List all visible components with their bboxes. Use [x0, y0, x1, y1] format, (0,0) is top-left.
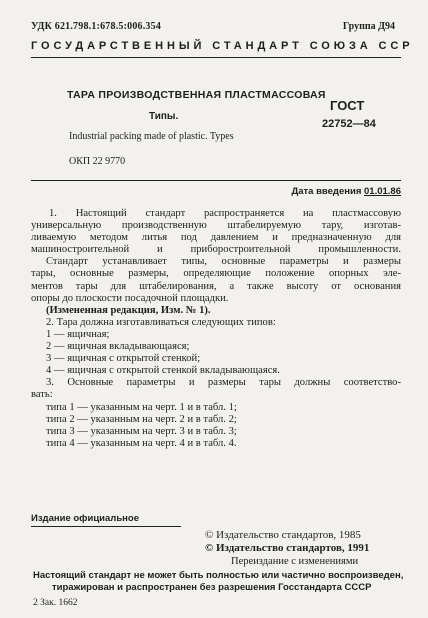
p2-line-3: ментов тары для штабелирования, а также высоту от основания	[31, 280, 401, 292]
ref-item-2: типа 2 — указанным на черт. 2 и в табл. 2;	[46, 413, 237, 425]
header-rule	[31, 57, 401, 58]
official-edition-label: Издание официальное	[31, 513, 139, 524]
p2-line-4: опоры до плоскости посадочной площадки.	[31, 292, 229, 304]
copyright-1991: © Издательство стандартов, 1991	[205, 542, 370, 554]
p4-line-2: вать:	[31, 389, 53, 401]
gost-number: 22752—84	[322, 118, 376, 130]
standard-banner: ГОСУДАРСТВЕННЫЙ СТАНДАРТ СОЮЗА ССР	[31, 40, 414, 52]
p3-line: 2. Тара должна изготавливаться следующих типов:	[46, 316, 276, 328]
p4-line-1: 3. Основные параметры и размеры тары должны соответство-	[46, 377, 401, 389]
intro-date-value: 01.01.86	[364, 186, 401, 197]
document-title: ТАРА ПРОИЗВОДСТВЕННАЯ ПЛАСТМАССОВАЯ	[67, 89, 326, 101]
p1-line-1: 1. Настоящий стандарт распространяется на пластмассовую	[49, 208, 401, 219]
amendment-note: (Измененная редакция, Изм. № 1).	[46, 304, 211, 316]
ref-item-3: типа 3 — указанным на черт. 3 и в табл. 3;	[46, 425, 237, 437]
type-item-2: 2 — ящичная вкладывающаяся;	[46, 341, 190, 353]
p1-line-3: ливаемую методом литья под давлением и предназначенную для	[31, 232, 401, 244]
p2-line-1: Стандарт устанавливает типы, основные параметры и размеры	[46, 256, 401, 268]
intro-date-label: Дата введения	[291, 186, 362, 197]
reprint-note: Переиздание с изменениями	[231, 556, 359, 567]
title-rule	[31, 180, 401, 181]
p2-line-2: тары, основные размеры, определяющие положение опорных эле-	[31, 268, 401, 280]
type-item-1: 1 — ящичная;	[46, 328, 110, 340]
type-item-3: 3 — ящичная с открытой стенкой;	[46, 353, 201, 365]
gost-label: ГОСТ	[330, 98, 365, 113]
reproduction-notice-line-1: Настоящий стандарт не может быть полностью или частично воспроизведен,	[33, 570, 404, 581]
udk-code: УДК 621.798.1:678.5:006.354	[31, 21, 162, 32]
group-code: Группа Д94	[342, 21, 395, 32]
type-item-4: 4 — ящичная с открытой стенкой вкладывающаяся.	[46, 365, 280, 377]
okp-code: ОКП 22 9770	[69, 156, 126, 167]
ref-item-4: типа 4 — указанным на черт. 4 и в табл. 4.	[46, 437, 237, 449]
copyright-1985: © Издательство стандартов, 1985	[205, 529, 361, 541]
reproduction-notice-line-2: тиражирован и распространен без разрешения Госстандарта СССР	[52, 582, 372, 593]
ref-item-1: типа 1 — указанным на черт. 1 и в табл. 1;	[46, 401, 237, 413]
footer-rule	[31, 526, 181, 527]
intro-date	[291, 186, 401, 197]
order-number: 2 Зак. 1662	[33, 598, 78, 608]
p1-line-2: универсальную производственную штабелируемую тару, изготав-	[31, 220, 401, 232]
document-subtitle: Типы.	[149, 111, 179, 122]
body-text	[31, 208, 401, 450]
p1-line-4: машиностроительной и приборостроительной промышленности.	[31, 244, 401, 256]
english-title: Industrial packing made of plastic. Types	[69, 131, 234, 142]
